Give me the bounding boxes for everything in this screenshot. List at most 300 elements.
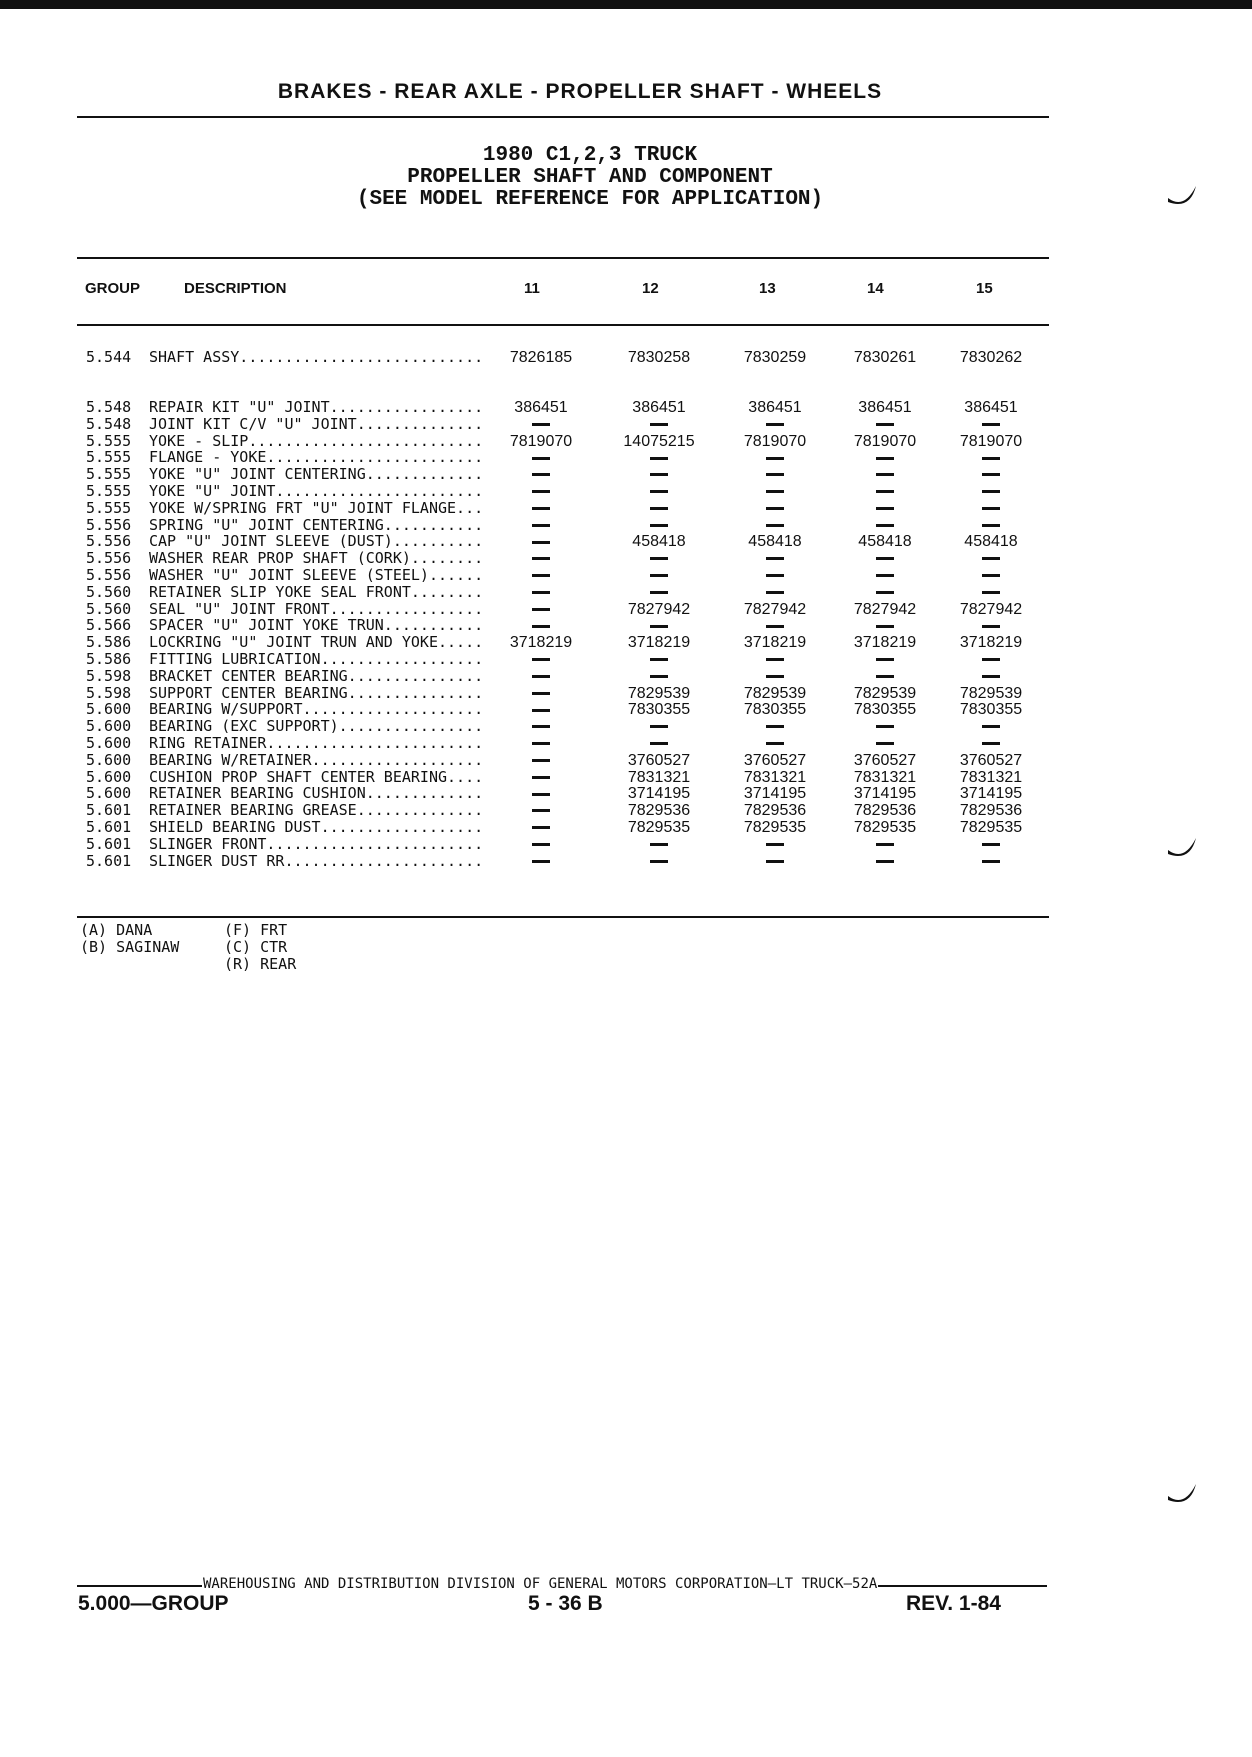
dash-mark <box>876 507 894 510</box>
dash-mark <box>982 675 1000 678</box>
not-applicable-dash <box>725 836 825 853</box>
table-row <box>0 685 1252 702</box>
description-cell: BEARING W/RETAINER................... <box>149 750 484 769</box>
dash-mark <box>982 557 1000 560</box>
table-row <box>0 533 1252 550</box>
not-applicable-dash <box>491 500 591 517</box>
not-applicable-dash <box>491 449 591 466</box>
part-number-cell: 7829536 <box>853 802 917 820</box>
part-number-cell: 7829535 <box>743 819 807 836</box>
top-border <box>0 0 1252 9</box>
title-line-3: (SEE MODEL REFERENCE FOR APPLICATION) <box>356 188 824 211</box>
dash-mark <box>766 557 784 560</box>
group-cell: 5.586 <box>86 633 132 652</box>
group-cell: 5.560 <box>86 582 132 601</box>
part-number-cell: 3718219 <box>509 634 573 652</box>
not-applicable-dash <box>835 483 935 500</box>
not-applicable-dash <box>941 617 1041 634</box>
dash-mark <box>532 809 550 812</box>
description-cell: RING RETAINER........................ <box>149 734 484 752</box>
not-applicable-dash <box>941 500 1041 517</box>
title-line-1: 1980 C1,2,3 TRUCK <box>482 144 698 167</box>
dash-mark <box>532 608 550 611</box>
dash-mark <box>532 490 550 493</box>
legend-item: (C) CTR <box>224 938 288 956</box>
not-applicable-dash <box>725 517 825 534</box>
dash-mark <box>766 742 784 745</box>
not-applicable-dash <box>491 735 591 752</box>
not-applicable-dash <box>609 550 709 567</box>
dash-mark <box>876 423 894 426</box>
description-cell: SLINGER FRONT........................ <box>149 834 484 853</box>
dash-mark <box>532 776 550 779</box>
part-number-cell: 3718219 <box>959 634 1023 652</box>
description-cell: YOKE "U" JOINT....................... <box>149 482 484 500</box>
column-header-14: 14 <box>867 280 884 297</box>
group-cell: 5.601 <box>86 818 132 836</box>
table-row <box>0 433 1252 450</box>
binder-hole-mark-icon <box>1160 1478 1200 1518</box>
part-number-cell: 7819070 <box>853 432 917 450</box>
table-row <box>0 752 1252 769</box>
not-applicable-dash <box>835 584 935 601</box>
part-number-cell: 7829535 <box>627 819 691 836</box>
dash-mark <box>650 473 668 476</box>
dash-mark <box>650 675 668 678</box>
not-applicable-dash <box>725 466 825 483</box>
part-number-cell: 7830259 <box>743 349 807 366</box>
part-number-cell: 7829536 <box>627 802 691 820</box>
not-applicable-dash <box>609 668 709 685</box>
table-row <box>0 634 1252 651</box>
part-number-cell: 386451 <box>964 399 1018 416</box>
table-bottom-rule <box>77 916 1049 918</box>
not-applicable-dash <box>609 449 709 466</box>
legend-item: (A) DANA <box>80 921 153 939</box>
footer-division-line <box>77 1575 1047 1593</box>
legend-item: (R) REAR <box>224 955 297 973</box>
not-applicable-dash <box>609 567 709 584</box>
part-number-cell: 7827942 <box>627 600 691 618</box>
legend-item: (F) FRT <box>224 921 288 939</box>
dash-mark <box>532 843 550 846</box>
part-number-cell: 386451 <box>748 399 802 416</box>
dash-mark <box>532 759 550 762</box>
footer-group: 5.000—GROUP <box>78 1592 229 1615</box>
not-applicable-dash <box>725 584 825 601</box>
header-rule <box>77 116 1049 118</box>
part-number-cell: 3718219 <box>627 634 691 652</box>
not-applicable-dash <box>609 483 709 500</box>
not-applicable-dash <box>491 668 591 685</box>
not-applicable-dash <box>835 718 935 735</box>
dash-mark <box>532 826 550 829</box>
dash-mark <box>650 574 668 577</box>
part-number-cell: 7829535 <box>959 819 1023 836</box>
description-cell: FITTING LUBRICATION.................. <box>149 650 484 668</box>
not-applicable-dash <box>725 718 825 735</box>
dash-mark <box>766 473 784 476</box>
part-number-cell: 3760527 <box>959 751 1023 769</box>
not-applicable-dash <box>835 500 935 517</box>
not-applicable-dash <box>941 550 1041 567</box>
not-applicable-dash <box>491 651 591 668</box>
table-row <box>0 601 1252 618</box>
dash-mark <box>876 625 894 628</box>
not-applicable-dash <box>491 769 591 786</box>
table-row <box>0 517 1252 534</box>
not-applicable-dash <box>491 466 591 483</box>
not-applicable-dash <box>725 668 825 685</box>
not-applicable-dash <box>725 651 825 668</box>
dash-mark <box>532 524 550 527</box>
not-applicable-dash <box>835 517 935 534</box>
legend-item: (B) SAGINAW <box>80 938 180 956</box>
description-cell: YOKE "U" JOINT CENTERING............. <box>149 465 484 484</box>
dash-mark <box>876 574 894 577</box>
group-cell: 5.555 <box>86 482 132 500</box>
not-applicable-dash <box>609 517 709 534</box>
part-number-cell: 7827942 <box>743 600 807 618</box>
table-row <box>0 466 1252 483</box>
group-cell: 5.555 <box>86 465 132 484</box>
part-number-cell: 458418 <box>964 533 1018 551</box>
not-applicable-dash <box>491 853 591 870</box>
not-applicable-dash <box>491 584 591 601</box>
group-cell: 5.598 <box>86 683 132 702</box>
dash-mark <box>532 860 550 863</box>
not-applicable-dash <box>941 466 1041 483</box>
part-number-cell: 7829536 <box>959 802 1023 820</box>
table-row <box>0 802 1252 819</box>
group-cell: 5.548 <box>86 398 132 416</box>
description-cell: RETAINER SLIP YOKE SEAL FRONT........ <box>149 582 484 601</box>
part-number-cell: 3760527 <box>627 751 691 769</box>
table-row <box>0 836 1252 853</box>
part-number-cell: 3718219 <box>743 634 807 652</box>
dash-mark <box>532 541 550 544</box>
dash-mark <box>766 843 784 846</box>
table-row <box>0 500 1252 517</box>
description-cell: CAP "U" JOINT SLEEVE (DUST).......... <box>149 532 484 551</box>
not-applicable-dash <box>609 718 709 735</box>
binder-hole-mark-icon <box>1160 832 1200 872</box>
part-number-cell: 7831321 <box>743 768 807 786</box>
part-number-cell: 458418 <box>858 533 912 551</box>
not-applicable-dash <box>609 651 709 668</box>
dash-mark <box>876 591 894 594</box>
group-cell: 5.600 <box>86 767 132 786</box>
dash-mark <box>766 457 784 460</box>
not-applicable-dash <box>835 449 935 466</box>
dash-mark <box>650 490 668 493</box>
dash-mark <box>982 725 1000 728</box>
not-applicable-dash <box>941 416 1041 433</box>
column-header-13: 13 <box>759 280 776 297</box>
legend-right <box>224 922 296 973</box>
group-cell: 5.598 <box>86 666 132 685</box>
dash-mark <box>532 725 550 728</box>
not-applicable-dash <box>941 718 1041 735</box>
title-block <box>0 145 1180 211</box>
table-row <box>0 785 1252 802</box>
not-applicable-dash <box>941 449 1041 466</box>
description-cell: RETAINER BEARING CUSHION............. <box>149 784 484 803</box>
not-applicable-dash <box>491 483 591 500</box>
dash-mark <box>766 591 784 594</box>
dash-mark <box>650 843 668 846</box>
not-applicable-dash <box>491 752 591 769</box>
table-row <box>0 449 1252 466</box>
description-cell: FLANGE - YOKE........................ <box>149 448 484 467</box>
not-applicable-dash <box>835 416 935 433</box>
dash-mark <box>532 742 550 745</box>
not-applicable-dash <box>725 617 825 634</box>
group-cell: 5.600 <box>86 700 132 719</box>
footer-page-number: 5 - 36 B <box>528 1592 603 1615</box>
description-column-header: DESCRIPTION <box>184 280 287 297</box>
dash-mark <box>766 507 784 510</box>
dash-mark <box>650 591 668 594</box>
table-row <box>0 416 1252 433</box>
binder-hole-mark-icon <box>1160 180 1200 220</box>
not-applicable-dash <box>491 517 591 534</box>
table-top-rule <box>77 257 1049 259</box>
not-applicable-dash <box>491 802 591 819</box>
group-cell: 5.556 <box>86 566 132 584</box>
dash-mark <box>532 591 550 594</box>
table-row <box>0 584 1252 601</box>
footer-division-text: WAREHOUSING AND DISTRIBUTION DIVISION OF GENERAL MOTORS CORPORATION—LT TRUCK—52A <box>203 1576 878 1592</box>
dash-mark <box>876 457 894 460</box>
part-number-cell: 386451 <box>514 399 568 416</box>
group-cell: 5.555 <box>86 448 132 467</box>
table-row <box>0 735 1252 752</box>
description-cell: CUSHION PROP SHAFT CENTER BEARING.... <box>149 767 484 786</box>
description-cell: BEARING W/SUPPORT.................... <box>149 700 484 719</box>
group-column-header: GROUP <box>85 280 141 297</box>
table-row <box>0 399 1252 416</box>
table-row <box>0 550 1252 567</box>
not-applicable-dash <box>491 617 591 634</box>
part-number-cell: 7831321 <box>627 768 691 786</box>
dash-mark <box>982 507 1000 510</box>
not-applicable-dash <box>725 483 825 500</box>
not-applicable-dash <box>941 567 1041 584</box>
description-cell: SHIELD BEARING DUST.................. <box>149 818 484 836</box>
not-applicable-dash <box>725 449 825 466</box>
dash-mark <box>532 557 550 560</box>
dash-mark <box>766 675 784 678</box>
part-number-cell: 7830355 <box>959 701 1023 719</box>
group-cell: 5.601 <box>86 801 132 820</box>
not-applicable-dash <box>491 685 591 702</box>
part-number-cell: 7830261 <box>853 349 917 366</box>
dash-mark <box>650 725 668 728</box>
table-row <box>0 701 1252 718</box>
not-applicable-dash <box>491 785 591 802</box>
description-cell: SHAFT ASSY........................... <box>149 348 484 366</box>
column-header-15: 15 <box>976 280 993 297</box>
group-cell: 5.600 <box>86 784 132 803</box>
not-applicable-dash <box>491 836 591 853</box>
group-cell: 5.586 <box>86 650 132 668</box>
not-applicable-dash <box>609 500 709 517</box>
description-cell: REPAIR KIT "U" JOINT................. <box>149 398 484 416</box>
dash-mark <box>650 860 668 863</box>
dash-mark <box>766 490 784 493</box>
not-applicable-dash <box>725 853 825 870</box>
table-row <box>0 617 1252 634</box>
dash-mark <box>876 843 894 846</box>
table-row <box>0 718 1252 735</box>
dash-mark <box>650 658 668 661</box>
part-number-cell: 7829539 <box>959 684 1023 702</box>
dash-mark <box>766 725 784 728</box>
not-applicable-dash <box>835 836 935 853</box>
part-number-cell: 7831321 <box>853 768 917 786</box>
not-applicable-dash <box>491 533 591 550</box>
dash-mark <box>650 625 668 628</box>
group-cell: 5.600 <box>86 734 132 752</box>
part-number-cell: 7827942 <box>853 600 917 618</box>
table-row <box>0 567 1252 584</box>
dash-mark <box>650 557 668 560</box>
description-cell: SPRING "U" JOINT CENTERING........... <box>149 515 484 534</box>
dash-mark <box>982 742 1000 745</box>
description-cell: LOCKRING "U" JOINT TRUN AND YOKE..... <box>149 633 484 652</box>
part-number-cell: 7830355 <box>853 701 917 719</box>
page-header-title: BRAKES - REAR AXLE - PROPELLER SHAFT - WHEELS <box>277 80 883 103</box>
not-applicable-dash <box>941 836 1041 853</box>
part-number-cell: 7819070 <box>743 432 807 450</box>
not-applicable-dash <box>609 735 709 752</box>
not-applicable-dash <box>835 466 935 483</box>
part-number-cell: 3714195 <box>627 785 691 803</box>
not-applicable-dash <box>941 517 1041 534</box>
part-number-cell: 7819070 <box>959 432 1023 450</box>
table-row <box>0 651 1252 668</box>
dash-mark <box>650 457 668 460</box>
dash-mark <box>982 457 1000 460</box>
dash-mark <box>876 557 894 560</box>
dash-mark <box>650 423 668 426</box>
part-number-cell: 3714195 <box>853 785 917 803</box>
footer-revision: REV. 1-84 <box>906 1592 1001 1615</box>
not-applicable-dash <box>725 567 825 584</box>
table-row <box>0 668 1252 685</box>
dash-mark <box>982 524 1000 527</box>
description-cell: YOKE - SLIP.......................... <box>149 431 484 450</box>
group-cell: 5.555 <box>86 498 132 517</box>
group-cell: 5.560 <box>86 599 132 618</box>
part-number-cell: 458418 <box>632 533 686 551</box>
not-applicable-dash <box>609 584 709 601</box>
dash-mark <box>876 725 894 728</box>
part-number-cell: 7829535 <box>853 819 917 836</box>
not-applicable-dash <box>491 819 591 836</box>
not-applicable-dash <box>491 567 591 584</box>
description-cell: SEAL "U" JOINT FRONT................. <box>149 599 484 618</box>
dash-mark <box>766 860 784 863</box>
not-applicable-dash <box>835 567 935 584</box>
part-number-cell: 386451 <box>632 399 686 416</box>
description-cell: RETAINER BEARING GREASE.............. <box>149 801 484 820</box>
description-cell: SUPPORT CENTER BEARING............... <box>149 683 484 702</box>
dash-mark <box>982 860 1000 863</box>
dash-mark <box>532 709 550 712</box>
description-cell: BEARING (EXC SUPPORT)................ <box>149 717 484 736</box>
not-applicable-dash <box>835 617 935 634</box>
part-number-cell: 458418 <box>748 533 802 551</box>
dash-mark <box>876 490 894 493</box>
dash-mark <box>532 457 550 460</box>
not-applicable-dash <box>941 668 1041 685</box>
part-number-cell: 386451 <box>858 399 912 416</box>
not-applicable-dash <box>609 617 709 634</box>
dash-mark <box>650 742 668 745</box>
dash-mark <box>532 423 550 426</box>
description-cell: SPACER "U" JOINT YOKE TRUN........... <box>149 616 484 635</box>
part-number-cell: 7827942 <box>959 600 1023 618</box>
dash-mark <box>982 423 1000 426</box>
part-number-cell: 3718219 <box>853 634 917 652</box>
not-applicable-dash <box>491 718 591 735</box>
dash-mark <box>982 843 1000 846</box>
table-row <box>0 853 1252 870</box>
part-number-cell: 14075215 <box>623 432 695 450</box>
not-applicable-dash <box>941 853 1041 870</box>
legend-left <box>80 922 179 956</box>
dash-mark <box>982 591 1000 594</box>
dash-mark <box>532 658 550 661</box>
dash-mark <box>532 793 550 796</box>
group-cell: 5.600 <box>86 717 132 736</box>
dash-mark <box>766 625 784 628</box>
dash-mark <box>876 860 894 863</box>
part-number-cell: 7830355 <box>627 701 691 719</box>
part-number-cell: 3714195 <box>959 785 1023 803</box>
description-cell: JOINT KIT C/V "U" JOINT.............. <box>149 414 484 433</box>
not-applicable-dash <box>941 483 1041 500</box>
part-number-cell: 7830258 <box>627 349 691 366</box>
dash-mark <box>982 490 1000 493</box>
not-applicable-dash <box>609 836 709 853</box>
title-line-2: PROPELLER SHAFT AND COMPONENT <box>407 166 773 189</box>
part-number-cell: 7829539 <box>853 684 917 702</box>
dash-mark <box>532 675 550 678</box>
dash-mark <box>982 658 1000 661</box>
not-applicable-dash <box>609 853 709 870</box>
dash-mark <box>650 507 668 510</box>
not-applicable-dash <box>835 853 935 870</box>
not-applicable-dash <box>835 651 935 668</box>
not-applicable-dash <box>725 550 825 567</box>
part-number-cell: 7831321 <box>959 768 1023 786</box>
not-applicable-dash <box>725 416 825 433</box>
group-cell: 5.556 <box>86 549 132 568</box>
dash-mark <box>876 742 894 745</box>
not-applicable-dash <box>835 735 935 752</box>
dash-mark <box>766 423 784 426</box>
group-cell: 5.556 <box>86 532 132 551</box>
part-number-cell: 7826185 <box>509 349 573 366</box>
dash-mark <box>766 658 784 661</box>
part-number-cell: 3760527 <box>853 751 917 769</box>
dash-mark <box>766 524 784 527</box>
table-header-rule <box>77 324 1049 326</box>
description-cell: BRACKET CENTER BEARING............... <box>149 666 484 685</box>
